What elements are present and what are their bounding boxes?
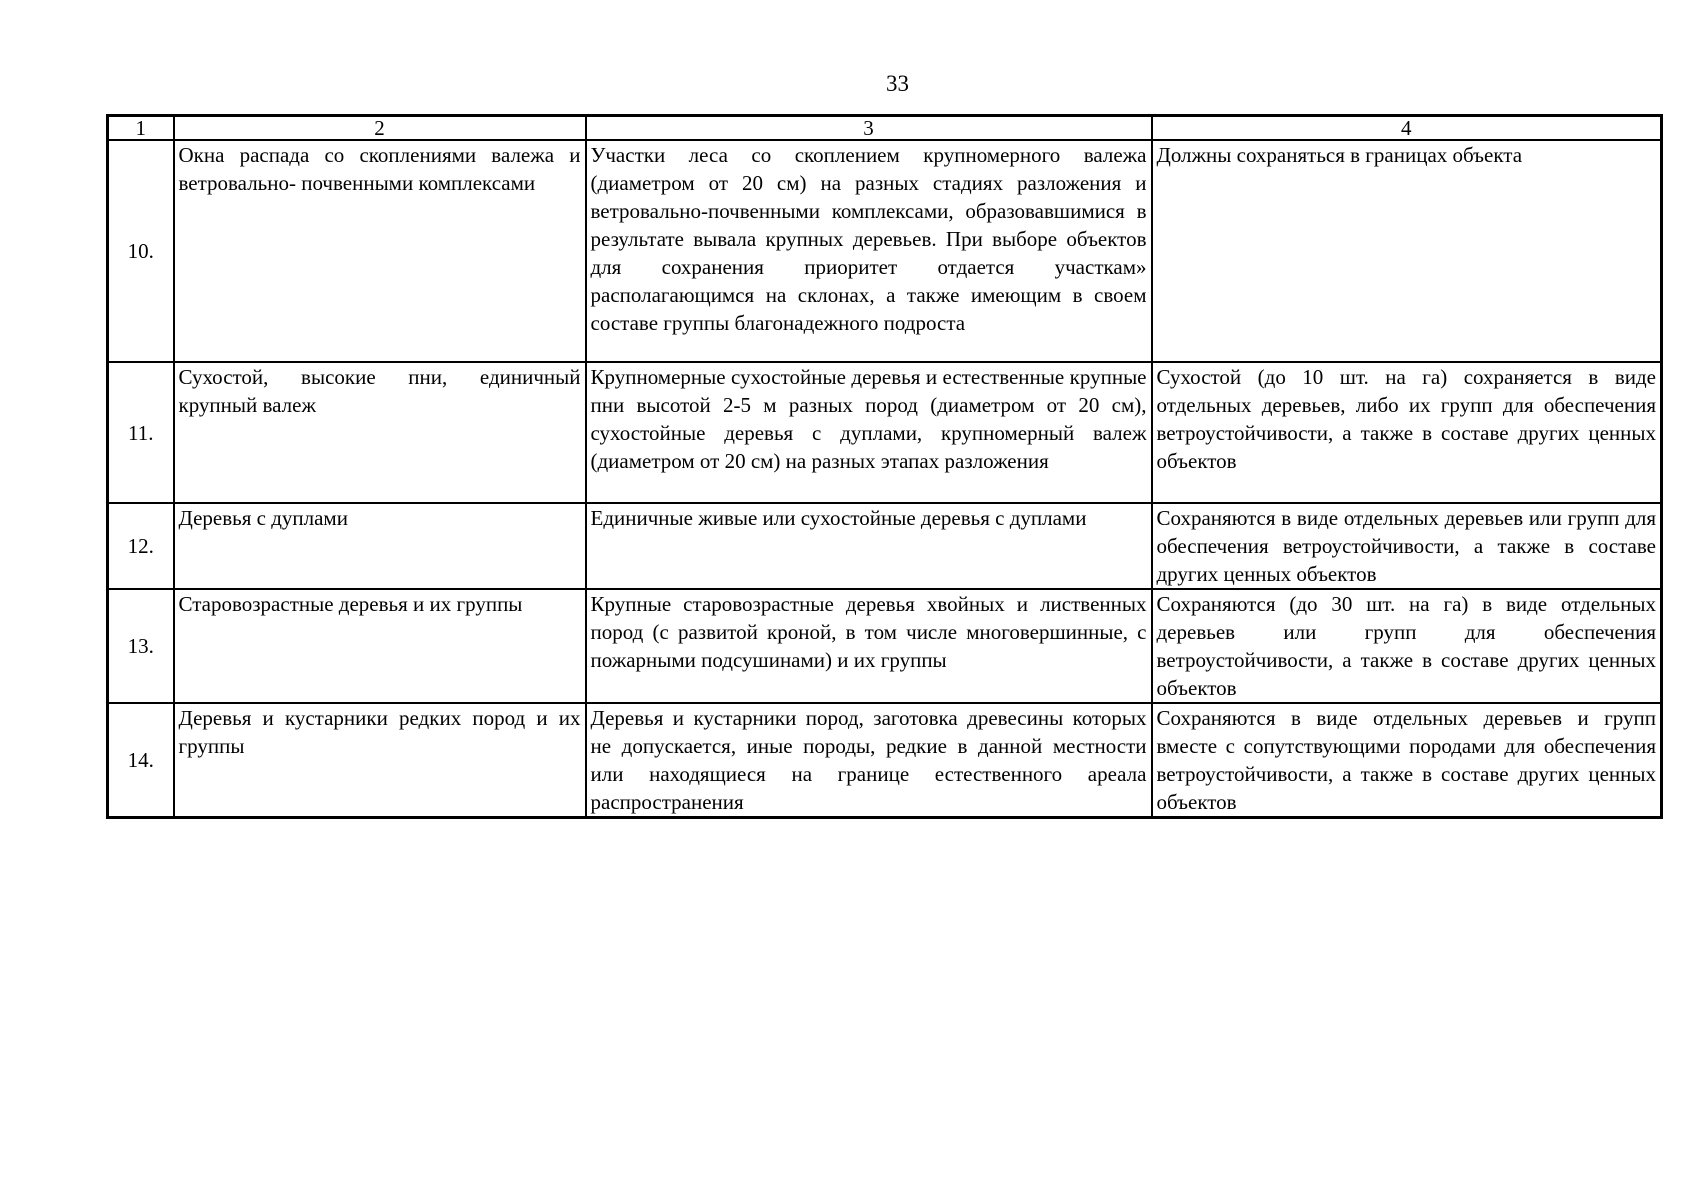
preservation-requirement: Сохраняются (до 30 шт. на га) в виде отдельных деревьев или групп для обеспечения ветроустойчивости, а также в составе других ценных объектов (1152, 589, 1662, 703)
object-name: Окна распада со скоплениями валежа и ветровально- почвенными комплексами (174, 140, 586, 362)
column-header: 2 (174, 116, 586, 141)
row-number: 10. (108, 140, 174, 362)
table-row (108, 703, 1662, 818)
objects-table (106, 114, 1663, 819)
object-description: Единичные живые или сухостойные деревья с дуплами (586, 503, 1152, 589)
object-name: Сухостой, высокие пни, единичный крупный валеж (174, 362, 586, 503)
object-description: Крупномерные сухостойные деревья и естественные крупные пни высотой 2-5 м разных пород (диаметром от 20 см), сухостойные деревья с дуплами, крупномерный валеж (диаметром от 20 см) на разных этапах разложения (586, 362, 1152, 503)
table-row (108, 589, 1662, 703)
table-row (108, 503, 1662, 589)
preservation-requirement: Сухостой (до 10 шт. на га) сохраняется в виде отдельных деревьев, либо их групп для обеспечения ветроустойчивости, а также в составе других ценных объектов (1152, 362, 1662, 503)
table-header-row (108, 116, 1662, 141)
object-name: Старовозрастные деревья и их группы (174, 589, 586, 703)
column-header: 3 (586, 116, 1152, 141)
column-header: 1 (108, 116, 174, 141)
table-row (108, 140, 1662, 362)
object-name: Деревья с дуплами (174, 503, 586, 589)
row-number: 13. (108, 589, 174, 703)
preservation-requirement: Сохраняются в виде отдельных деревьев или групп для обеспечения ветроустойчивости, а также в составе других ценных объектов (1152, 503, 1662, 589)
row-number: 11. (108, 362, 174, 503)
page-number: 33 (886, 71, 909, 96)
object-description: Деревья и кустарники пород, заготовка древесины которых не допускается, иные породы, редкие в данной местности или находящиеся на границе естественного ареала распространения (586, 703, 1152, 818)
object-description: Крупные старовозрастные деревья хвойных и лиственных пород (с развитой кроной, в том числе многовершинные, с пожарными подсушинами) и их группы (586, 589, 1152, 703)
object-description: Участки леса со скоплением крупномерного валежа (диаметром от 20 см) на разных стадиях разложения и ветровально-почвенными комплексами, образовавшимися в результате вывала крупных деревьев. При выборе объектов для сохранения приоритет отдается участкам» располагающимся на склонах, а также имеющим в своем составе группы благонадежного подроста (586, 140, 1152, 362)
preservation-requirement: Должны сохраняться в границах объекта (1152, 140, 1662, 362)
object-name: Деревья и кустарники редких пород и их группы (174, 703, 586, 818)
row-number: 14. (108, 703, 174, 818)
column-header: 4 (1152, 116, 1662, 141)
table-row (108, 362, 1662, 503)
row-number: 12. (108, 503, 174, 589)
preservation-requirement: Сохраняются в виде отдельных деревьев и групп вместе с сопутствующими породами для обеспечения ветроустойчивости, а также в составе других ценных объектов (1152, 703, 1662, 818)
